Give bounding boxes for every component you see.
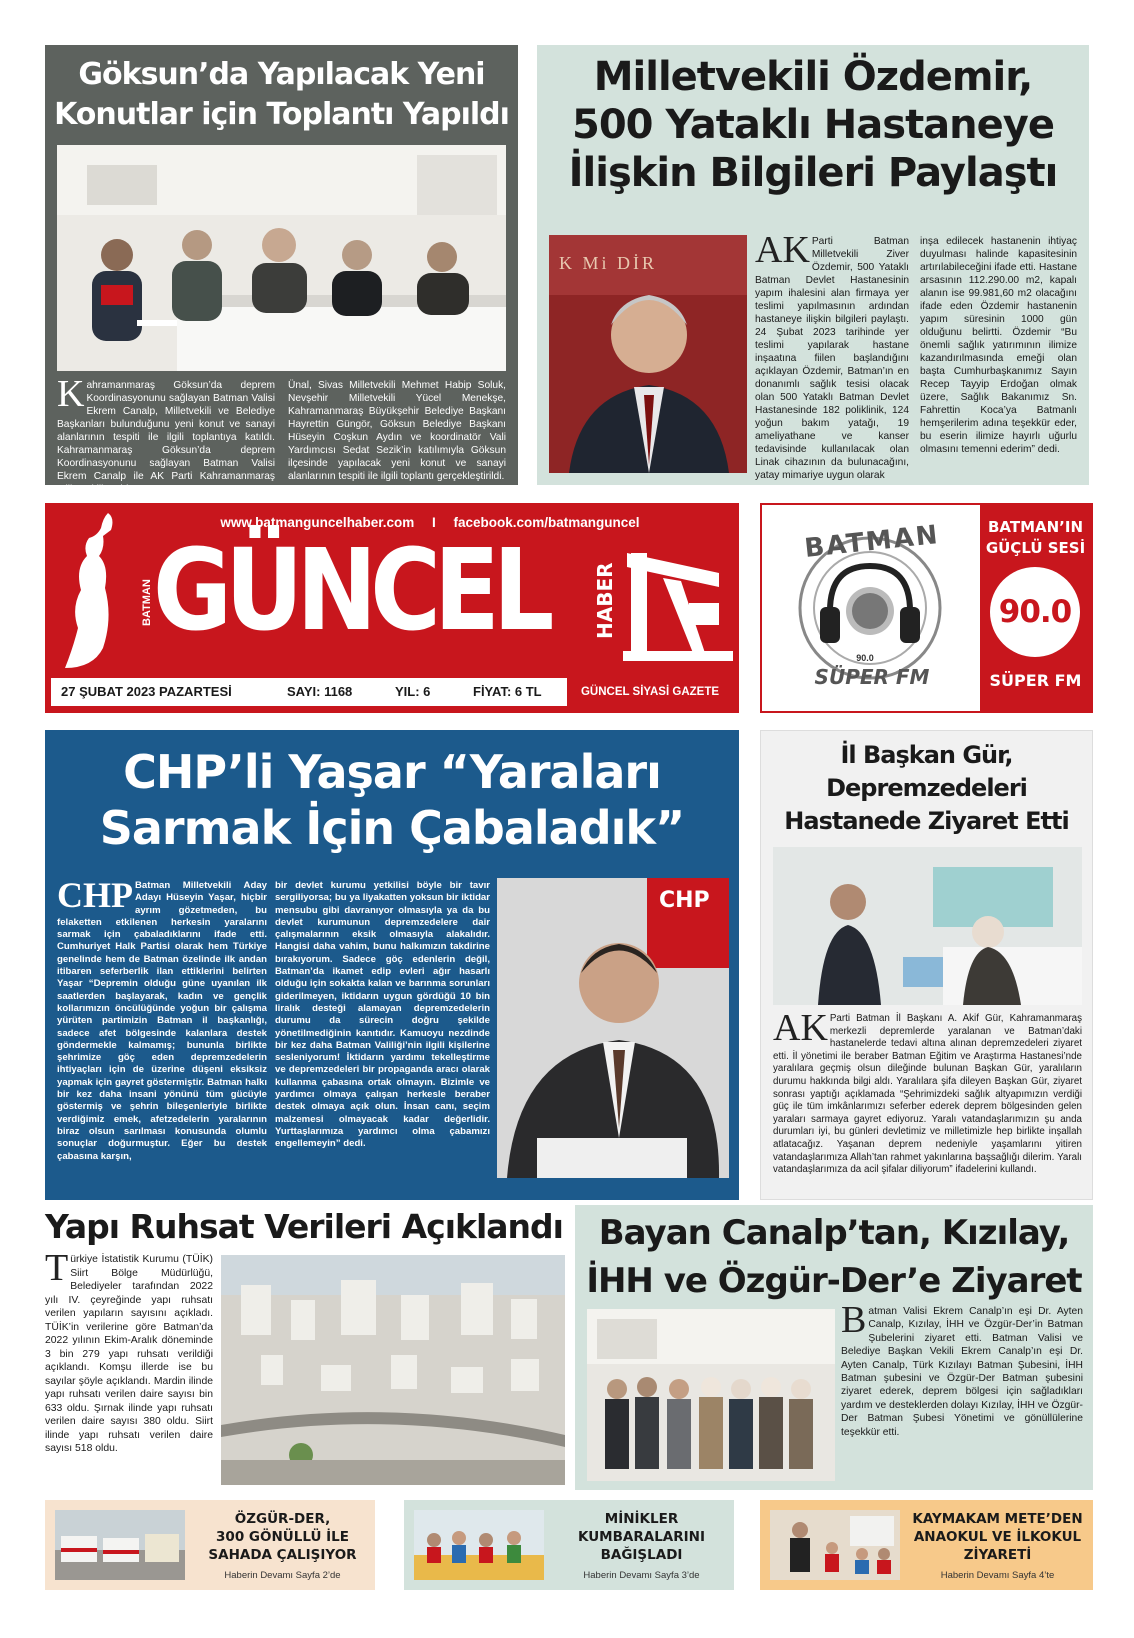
group-visit-illustration [587,1309,835,1481]
issue-year: YIL: 6 [395,684,431,699]
statue-logo-icon [53,508,133,673]
issue-price: FİYAT: 6 TL [473,684,542,699]
ozdemir-col-1: AK Parti Batman Milletvekili Ziver Özdemir, 500 Yataklı Batman Devlet Hastanesinin yapım ihalesini alan firmaya yer teslimi yapılmasının ardından hastaneye ilişkin bilgileri paylaştı. 24 Şubat 2023 tarihinde yer teslimi yapılarak hastane inşaatına fiilen başlandığını açıklayan Özdemir, Batman’ın en donanımlı sağlık tesisi olacak olan 500 Yataklı Batman Devlet Hastanesinde 182 poliklinik, 124 yoğun bakım yatağı, 19 ameliyathane ve kanser tedavisinde kullanılacak olan Linak cihazının da bulunacağını, yatay mimariye uygun olarak [755,229,909,481]
goksun-col-1: Kahramanmaraş Göksun’da deprem Koordinasyonunu sağlayan Batman Valisi Ekrem Canalp, Milletvekili ve Belediye Başkanları bulunduğunu yeni konut ve sanayi alanlarının tespiti ile ilgili toplantıya katıldı. Kahramanmaraş Göksun’da deprem Koordinasyonunu sağlayan Batman Valisi Ekrem Canalp ile AK Parti Kahramanmaraş Milletvekili Mahir [57,373,275,495]
teaser-ozgurder-photo [55,1510,185,1580]
teaser-minikler-photo [414,1510,544,1580]
hospital-visit-illustration [773,847,1082,1005]
masthead-links: www.batmanguncelhaber.com I facebook.com/batmanguncel [220,515,640,530]
masthead-info-bar [51,678,733,706]
radio-logo-bottom: SÜPER FM [814,665,930,689]
article-goksun[interactable] [45,45,518,495]
teaser-kaymakam[interactable] [760,1500,1093,1590]
ozdemir-headline: Milletvekili Özdemir, 500 Yataklı Hastaneye İlişkin Bilgileri Paylaştı [568,54,1058,196]
children-illustration [414,1510,544,1580]
article-ruhsat[interactable] [45,1205,565,1490]
ozdemir-col-2: inşa edilecek hastanenin ihtiyaç duyulması halinde kapasitesinin artırılabileceğini ifade etti. Hastane arsasının 112.290.00 m2, kapalı alanın ise 99.981,60 m2 olacağını ifade eden Özdemir hastanenin yapım süresinin 1000 gün olduğunu belirtti. Özdemir “Bu önemli sağlık yatırımının ilimize kazandırılmasında emeği olan başta Cumhurbaşkanımız Sayın Recep Tayyip Erdoğan olmak üzere, Sağlık Bakanımız Sn. Fahrettin Koca’ya Batmanlı hemşerilerim adına teşekkür eder, bu eserin ilimize hayırlı uğurlu olmasını temenni ederim” dedi. [920,236,1077,455]
facebook-link[interactable]: facebook.com/batmanguncel [453,515,640,530]
frequency-badge: 90.0 [990,567,1080,657]
ozdemir-photo: K Mi DİR [549,235,747,473]
yasar-portrait [497,878,729,1178]
oil-pump-icon [623,543,733,663]
meeting-illustration [57,145,506,371]
article-chp[interactable] [45,730,739,1200]
chp-headline: CHP’li Yaşar “Yaraları Sarmak İçin Çabaladık” [99,745,685,855]
radio-slogan: BATMAN’IN GÜÇLÜ SESİ [985,518,1086,557]
gur-hospital-photo [773,847,1082,1005]
city-aerial-photo [221,1255,565,1485]
teaser-ozgurder-title: ÖZGÜR-DER, 300 GÖNÜLLÜ İLE SAHADA ÇALIŞIYOR [208,1511,357,1563]
teaser-ozgurder[interactable] [45,1500,375,1590]
canalp-text: Batman Valisi Ekrem Canalp’ın eşi Dr. Ayten Canalp, Kızılay, İHH ve Özgür-Der’in Batman Şubelerini ziyaret etti. Batman Valisi ve Belediye Başkan Vekili Ekrem Canalp’ın eşi Dr. Ayten Canalp, Türk Kızılayı Batman Şubesini, İHH Batman şubesini ve Özgür-Der Batman şubesini ziyaret ederek, deprem bölgesi için sağladıkları yardım ve desteklerden dolayı Kızılay, İHH ve Özgür-Der Batman Şubesi Yönetimi ve gönüllülerine teşekkür etti. [841,1299,1083,1438]
radio-logo-freq: 90.0 [856,653,874,663]
teaser-kaymakam-title: KAYMAKAM METE’DEN ANAOKUL VE İLKOKUL ZİYARETİ [912,1511,1083,1563]
article-canalp[interactable] [575,1205,1093,1490]
logo-guncel: GÜNCEL [153,526,548,656]
goksun-headline: Göksun’da Yapılacak Yeni Konutlar için Toplantı Yapıldı [54,57,509,132]
issue-date: 27 ŞUBAT 2023 PAZARTESİ [61,684,232,699]
article-gur[interactable] [760,730,1093,1200]
logo-batman: BATMAN [141,579,153,627]
ruhsat-headline: Yapı Ruhsat Verileri Açıklandı [45,1207,563,1246]
canalp-group-photo [587,1309,835,1481]
teaser-kaymakam-more[interactable]: Haberin Devamı Sayfa 4’te [940,1570,1055,1581]
goksun-col-2: Ünal, Sivas Milletvekili Mehmet Habip Soluk, Nevşehir Milletvekili Yücel Menekşe, Kahramanmaraş Büyükşehir Belediye Başkanı Hayrettin Güngör, Göksun Belediye Başkanı Hüseyin Coşkun Aydın ve koordinatör Vali Yardımcısı Sedat Sezik’in katılımıyla Göksun ilçesinde yapılacak yeni konut ve sanayi alanlarının tespiti ile ilgili toplantı gerçekleştirildi. [288,380,506,482]
vehicles-illustration [55,1510,185,1580]
classroom-illustration [770,1510,900,1580]
masthead [45,503,739,713]
gur-text: AK Parti Batman İl Başkanı A. Akif Gür, Kahramanmaraş merkezli depremlerde yaralanan ve Batman’daki hastanelerde tedavi altına alınan depremzedeleri ziyaret etti. İl yönetimi ile beraber Batman Eğitim ve Araştırma Hastanesi’nde yaralılara geçmiş olsun dileğinde bulunan Başkan Gür, yaralıların durumu hakkında bilgi aldı. Yaralılara şifa dileyen Başkan Gür, ziyaret sonrası yaptığı açıklamada “Şehrimizdeki sağlık altyapımızın verdiği güç ile tüm imkânlarımızı seferber ederek deprem bölgesinden gelen yaraları sarmaya gayret ediyoruz. Yaralı vatandaşlarımızın şu anda durumları iyi, bu günleri devletimiz ve milletimizle hep birlikte inşallah atlatacağız. Yaşanan deprem nedeniyle yaşamlarını yitiren vatandaşlarımıza Allah’tan rahmet yakınlarına başsağlığı dilerim. Yaralı vatandaşlarımıza da acil şifalar diliyorum” ifadelerini kullandı. [773,1007,1082,1176]
city-aerial-illustration [221,1255,565,1485]
chp-col-1: CHP Batman Milletvekili Aday Adayı Hüseyin Yaşar, hiçbir ayrım gözetmeden, bu felaketten etkilenen herkesin yaralarını sarmak için çabaladıklarını ifade etti. Cumhuriyet Halk Partisi olarak hem Türkiye genelinde hem de Batman özelinde ilk andan itibaren seferberlik ilan ettiklerini belirten Yaşar “Depremin olduğu güne uyanılan ilk saatlerden başlayarak, kadın ve gençlik kollarımızın öncülüğünde yoğun bir çalışma yürüten partimizin Batman il başkanlığı, sadece afet bölgesinde kalanlara destek göndermekle kalmamış; bununla birlikte şehrimize göç eden depremzedelerin ihtiyaçları için de üzerine düşeni eksiksiz yapmak için gayret göstermiştir. Batman halkı bir kez daha insani yönünü tüm gücüyle göstermiş ve şehrin bileşenleriyle birlikte verdiğimiz emek, afetzedelerin yaralarının biraz olsun sarılması konusunda olumlu sonuçlar doğurmuştur. Eğer bu destek çabasına karşın, [57,875,267,1162]
chp-col-2: bir devlet kurumu yetkilisi böyle bir tavır sergiliyorsa; bu ya liyakatten yoksun bir iktidar mensubu gibi davranıyor olmasıyla ya da bu devlet kurumunun depremzedelere dair çalışmalarının eksik olmasıyla alakalıdır. Hangisi daha vahim, bunu halkımızın takdirine bırakıyorum. Sadece göç edenlerin değil, Batman’da ikamet edip evleri ağır hasarlı olduğu için sokakta kalan ve barınma sorunları giderilmeyen, iktidarın uygun gördüğü 10 bin liralık desteği alamayan depremzedelerin durumu da sürecin doğru şekilde yönetilmediğinin kanıtıdır. Kamuoyu nezdinde bir kez daha Batman Valiliği’nin ilgili kişilerine sesleniyorum! İktidarın yardımı tekelleştirme ve depremzedeleri bir propaganda aracı olarak kullanma çabasına ortak olmayın. Bizimle ve yardımcı olmaya çalışan herkesle beraber destek olmaya açık olun. İnsan canı, seçim malzemesi olmayacak kadar değerlidir. Yurttaşlarımıza yardımcı olma çabamızı engellemeyin” dedi. [275,880,490,1150]
radio-logo-top: BATMAN [803,520,941,564]
radio-slogan-panel [980,505,1091,711]
chp-photo: CHP [497,878,729,1178]
radio-name: SÜPER FM [989,671,1082,690]
tagline: GÜNCEL SİYASİ GAZETE [567,678,733,706]
gur-headline: İl Başkan Gür, Depremzedeleri Hastanede Ziyaret Etti [784,741,1069,835]
article-ozdemir[interactable] [537,45,1089,485]
goksun-meeting-photo [57,145,506,371]
teaser-minikler-title: MİNİKLER KUMBARALARINI BAĞIŞLADI [578,1511,705,1563]
radio-ad[interactable] [760,503,1093,713]
teaser-minikler[interactable] [404,1500,734,1590]
logo-haber: HABER [593,562,617,640]
ruhsat-text: Türkiye İstatistik Kurumu (TÜİK) Siirt Bölge Müdürlüğü, Belediyeler tarafından 2022 yılı IV. çeyreğinde yapı ruhsatı verilen yapıların sayısını açıkladı. TÜİK’in verilerine göre Batman’da 2022 yılının Ekim-Aralık döneminde 3 bin 279 yapı ruhsatı verildiği açıklandı. Komşu illerde ise bu sayılar şöyle açıklandı. Mardin ilinde yapı ruhsatı verilen daire sayısı bin 633 oldu. Şırnak ilinde yapı ruhsatı verilen daire sayısı 380 oldu. Siirt ilinde yapı ruhsatı verilen daire sayısı 518 oldu. [45,1247,213,1454]
issue-number: SAYI: 1168 [287,684,353,699]
teaser-kaymakam-photo [770,1510,900,1580]
canalp-headline: Bayan Canalp’tan, Kızılay, İHH ve Özgür-Der’e Ziyaret [586,1213,1082,1301]
website-link[interactable]: www.batmanguncelhaber.com [220,515,415,530]
teaser-minikler-more[interactable]: Haberin Devamı Sayfa 3’de [583,1570,700,1581]
teaser-ozgurder-more[interactable]: Haberin Devamı Sayfa 2’de [224,1570,341,1581]
